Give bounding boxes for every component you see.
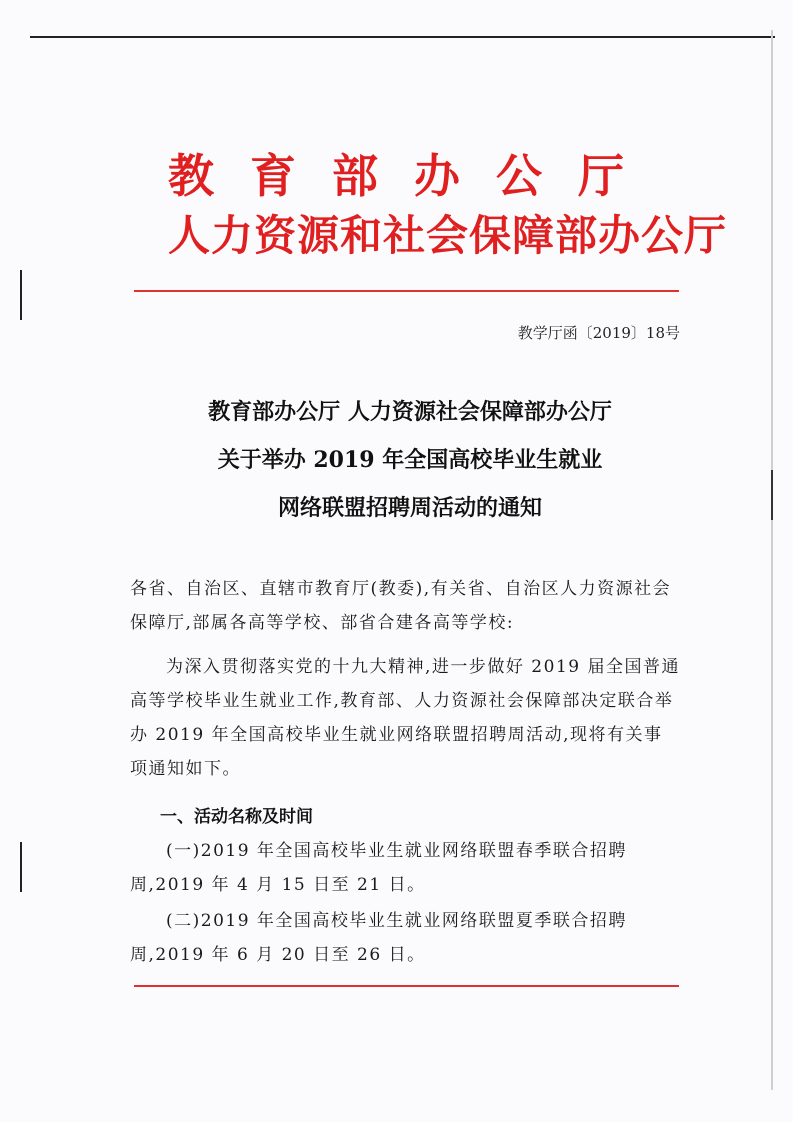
document-number: 教学厅函〔2019〕18号 [517,324,680,342]
scan-mark [20,270,22,320]
addressee-paragraph: 各省、自治区、直辖市教育厅(教委),有关省、自治区人力资源社会保障厅,部属各高等学校、部省合建各高等学校: [130,579,672,633]
intro-paragraph: 为深入贯彻落实党的十九大精神,进一步做好 2019 届全国普通高等学校毕业生就业工作,教育部、人力资源社会保障部决定联合举办 2019 年全国高校毕业生就业网络联盟招聘周活动,现将有关事项通知如下。 [130,657,680,779]
header-red-rule [134,290,679,292]
scan-edge-right [771,30,773,1090]
scan-mark [771,470,773,520]
org-header-line2: 人力资源和社会保障部办公厅 [168,211,728,260]
section-heading: 一、活动名称及时间 [160,807,313,827]
scan-edge-top [30,36,775,38]
section-item-1: (一)2019 年全国高校毕业生就业网络联盟春季联合招聘周,2019 年 4 月 15 日至 21 日。 [130,841,627,895]
scan-mark [20,842,22,892]
title-line3: 网络联盟招聘周活动的通知 [277,495,542,521]
title-line2: 关于举办 2019 年全国高校毕业生就业 [217,447,603,473]
footer-red-rule [134,985,679,987]
title-line1: 教育部办公厅 人力资源社会保障部办公厅 [208,399,612,425]
section-item-2: (二)2019 年全国高校毕业生就业网络联盟夏季联合招聘周,2019 年 6 月 20 日至 26 日。 [130,911,627,965]
org-header-line1: 教育部办公厅 [168,149,660,203]
